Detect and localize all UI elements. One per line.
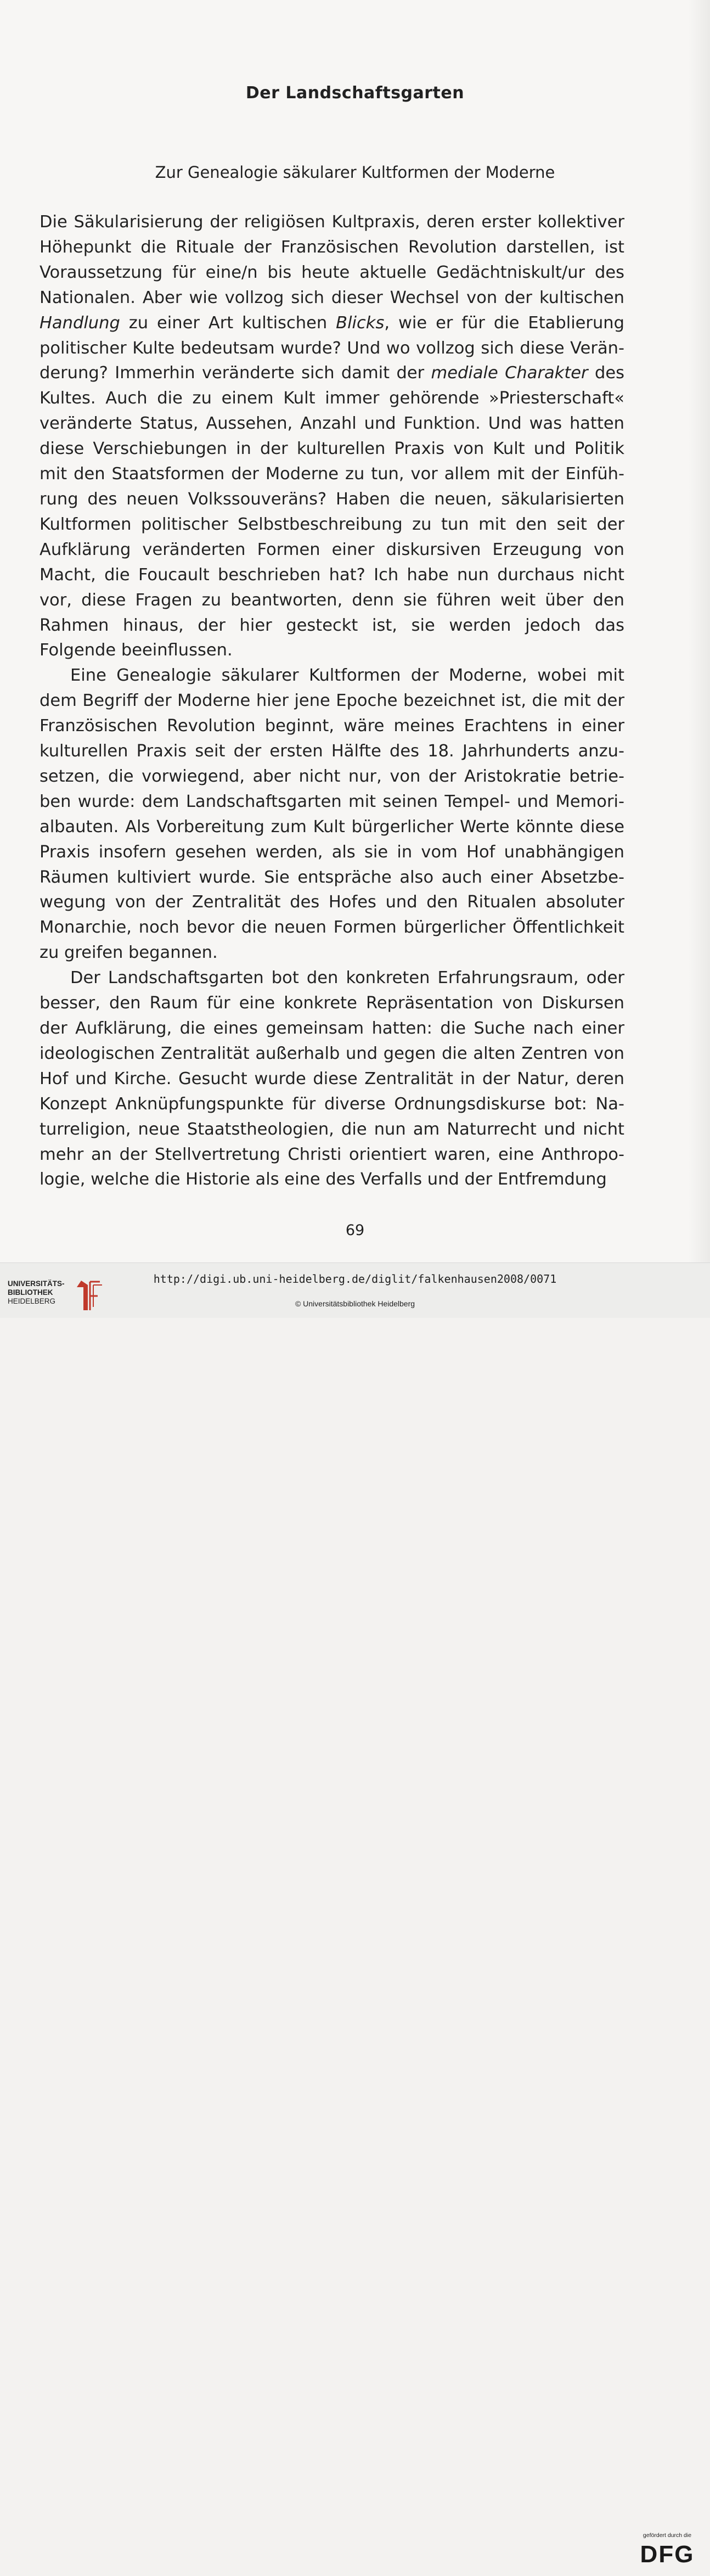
chapter-heading: Der Landschaftsgarten: [245, 83, 465, 103]
dfg-logo: DFG: [640, 2541, 695, 2568]
copyright-notice: © Universitätsbibliothek Heidelberg: [295, 1299, 415, 1308]
digitization-footer: [0, 1262, 710, 2568]
paragraph: [40, 663, 624, 966]
paragraph-text: Eine Genealogie säkularer Kultformen der Moderne, wobei mit dem Begriff der Moderne hier jene Epoche bezeichnet ist, die mit der Französischen Revolution beginnt, wäre meines Erachtens in einer kulturellen Praxis seit der ersten Hälfte des 18. Jahrhunderts anzusetzen, die vorwiegend, aber nicht nur, von der Aristokratie betrieben wurde: dem Landschaftsgarten mit seinen Tempel- und Memorialbauten. Als Vorbereitung zum Kult bürgerlicher Werte könnte diese Praxis insofern gesehen werden, als sie in vom Hof unabhängigen Räumen kultiviert wurde. Sie entspräche also auch einer Absetzbewegung von der Zentralität des Hofes und den Ritualen absoluter Monarchie, noch bevor die neuen Formen bürgerlicher Öffentlichkeit zu greifen begannen.: [40, 666, 624, 963]
emphasized-text: Blicks: [336, 313, 385, 333]
paragraph-text: , wie er für die Etablierung politischer Kulte bedeutsam wurde? Und wo vollzog sich diese Veränderung? Immerhin veränderte sich damit der: [40, 313, 624, 383]
paragraph-text: Die Säkularisierung der religiösen Kultpraxis, deren erster kollektiver Höhepunkt die Rituale der Französischen Revolution darstellen, ist Voraussetzung für eine/n bis heute aktuelle Gedächtniskult/ur des Nationalen. Aber wie vollzog sich dieser Wechsel von der kultischen: [40, 212, 624, 307]
body-text: [40, 210, 624, 1192]
chapter-subheading: Zur Genealogie säkularer Kultformen der Moderne: [155, 163, 555, 182]
paragraph-text: des Kultes. Auch die zu einem Kult immer gehörende »Priesterschaft« veränderte Status, Aussehen, Anzahl und Funktion. Und was hatten diese Verschiebungen in der kulturellen Praxis von Kult und Politik mit den Staatsformen der Moderne zu tun, vor allem mit der Einführung des neuen Volkssouveräns? Haben die neuen, säkularisierten Kultformen politischer Selbstbeschreibung zu tun mit den seit der Aufklärung veränderten Formen einer diskursiven Erzeugung von Macht, die Foucault beschrieben hat? Ich habe nun durchaus nicht vor, diese Fragen zu beantworten, denn sie führen weit über den Rahmen hinaus, der hier gesteckt ist, sie werden jedoch das Folgende beeinflussen.: [40, 363, 624, 660]
source-url-link[interactable]: http://digi.ub.uni-heidelberg.de/diglit/falkenhausen2008/0071: [153, 1272, 557, 1286]
paragraph-text: zu einer Art kultischen: [120, 313, 336, 333]
paragraph: [40, 210, 624, 663]
paragraph: [40, 966, 624, 1192]
library-name-line3: HEIDELBERG: [8, 1297, 56, 1305]
funding-note: gefördert durch die: [643, 2532, 692, 2539]
page-edge-shadow: [688, 0, 710, 1262]
emphasized-text: Handlung: [40, 313, 120, 333]
page-number: 69: [345, 1222, 365, 1239]
emphasized-text: mediale Charakter: [431, 363, 588, 383]
library-name-line2: BIBLIOTHEK: [8, 1288, 53, 1297]
dfg-badge: [634, 2532, 700, 2576]
library-name-line1: UNIVERSITÄTS-: [8, 1279, 65, 1288]
scanned-page: [0, 0, 710, 1262]
paragraph-text: Der Landschaftsgarten bot den konkreten Erfahrungsraum, oder besser, den Raum für eine konkrete Repräsentation von Diskursen der Aufklärung, die eines gemeinsam hatten: die Suche nach einer ideologischen Zentralität außerhalb und gegen die alten Zentren von Hof und Kirche. Gesucht wurde diese Zentralität in der Natur, deren Konzept Anknüpfungspunkte für diverse Ordnungsdiskurse bot: Naturreligion, neue Staatstheologien, die nun am Naturrecht und nicht mehr an der Stellvertretung Christi orientiert waren, eine Anthropologie, welche die Historie als eine des Verfalls und der Entfremdung: [40, 968, 624, 1189]
